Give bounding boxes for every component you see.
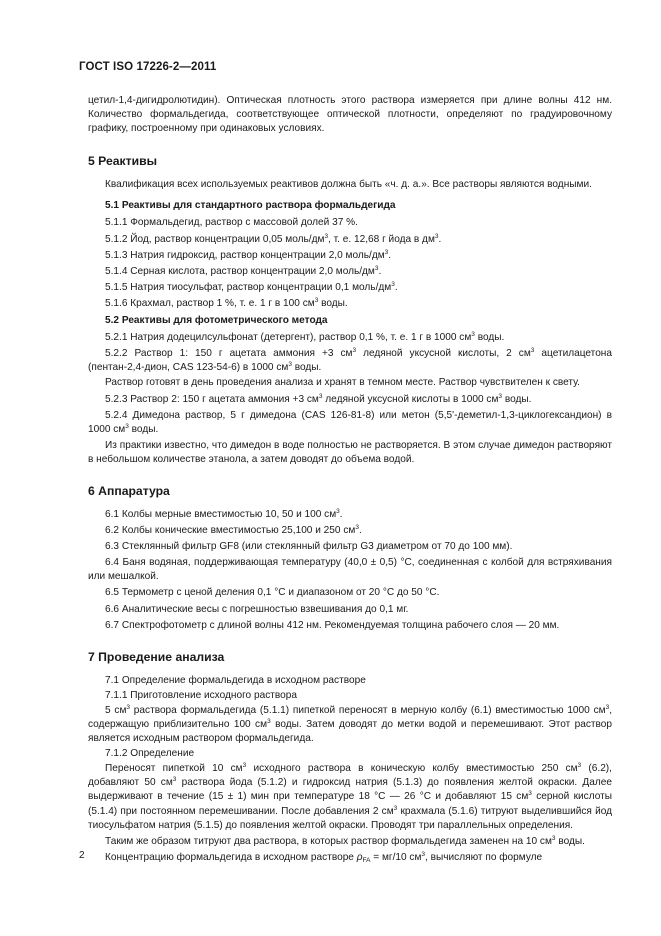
cube-superscript: 3	[393, 804, 398, 812]
item-5-1-6-text: 5.1.6 Крахмал, раствор 1 %, т. е. 1 г в 100 см	[105, 297, 315, 309]
cube-superscript: 3	[421, 850, 426, 858]
item-5-2-2-text-2: ледяной уксусной кислоты, 2 см	[356, 348, 531, 360]
item-6-7: 6.7 Спектрофотометр с длиной волны 412 нм. Рекомендуемая толщина рабочего слоя — 20 мм.	[105, 619, 560, 631]
section-6-heading: 6 Аппаратура	[88, 483, 170, 498]
item-5-2-2-text: 5.2.2 Раствор 1: 150 г ацетата аммония +3 см	[105, 348, 353, 360]
rho-symbol: ρ	[356, 851, 363, 863]
item-5-2-1-end: воды.	[474, 332, 505, 344]
item-5-1-5-text: 5.1.5 Натрия тиосульфат, раствор концентрации 0,1 моль/дм	[105, 281, 392, 293]
item-6-5: 6.5 Термометр с ценой деления 0,1 °С и диапазоном от 20 °С до 50 °С.	[105, 587, 440, 599]
dimedone-note: Из практики известно, что димедон в воде полностью не растворяется. В этом случае димедон растворяют в небольшом количестве этанола, а затем доводят до объема водой.	[88, 439, 612, 465]
cube-superscript: 3	[355, 524, 359, 532]
stock-solution-paragraph	[88, 704, 612, 746]
item-6-1-end: .	[339, 508, 343, 520]
item-5-2-4-end: воды.	[128, 423, 159, 435]
item-5-2-3	[88, 393, 612, 407]
cube-superscript: 3	[384, 248, 389, 256]
blank-text: Таким же образом титруют два раствора, в которых раствор формальдегида заменен на 10 см	[105, 835, 552, 847]
subsection-5-2-title: 5.2 Реактивы для фотометрического метода	[105, 315, 328, 327]
cube-superscript: 3	[528, 790, 532, 798]
cube-superscript: 3	[242, 762, 247, 770]
item-5-2-2-note: Раствор готовят в день проведения анализа и хранят в темном месте. Раствор чувствителен к свету.	[105, 377, 580, 389]
cube-superscript: 3	[336, 507, 340, 515]
item-7-1-1: 7.1.1 Приготовление исходного раствора	[105, 689, 297, 701]
item-5-1-2	[88, 233, 612, 247]
subsection-5-1-title: 5.1 Реактивы для стандартного раствора формальдегида	[105, 200, 396, 212]
conc-text: Концентрацию формальдегида в исходном растворе	[105, 851, 357, 863]
cube-superscript: 3	[374, 264, 379, 272]
cube-superscript: 3	[314, 296, 319, 304]
cube-superscript: 3	[498, 392, 503, 400]
item-6-2-text: 6.2 Колбы конические вместимостью 25,100 и 250 см	[105, 525, 356, 537]
cube-superscript: 3	[530, 347, 535, 355]
det-text-3: (6.2), добавляют 50 см	[88, 763, 612, 789]
det-text-6: крахмала (5.1.6) титруют выделившийся йод тиосульфатом натрия (5.1.5) до появления желтой окраски. Проводят три параллельных определения.	[88, 805, 612, 831]
determination-paragraph	[88, 762, 612, 832]
item-5-2-1-text: 5.2.1 Натрия додецилсульфонат (детергент), раствор 0,1 %, т. е. 1 г в 1000 см	[105, 332, 472, 344]
cube-superscript: 3	[352, 347, 357, 355]
item-6-1-text: 6.1 Колбы мерные вместимостью 10, 50 и 100 см	[105, 508, 337, 520]
item-5-1-3-text: 5.1.3 Натрия гидроксид, раствор концентрации 2,0 моль/дм	[105, 249, 385, 261]
item-5-2-2-end: воды.	[291, 362, 322, 374]
intro-paragraph: цетил-1,4-дигидролютидин). Оптическая плотность этого раствора измеряется при длине волны 412 нм. Количество формальдегида, соответствующее оптической плотности, определяют по градуировочному графику, построенному при одинаковых условиях.	[88, 95, 612, 135]
conc-text-3: , вычисляют по формуле	[425, 851, 543, 863]
item-6-4: 6.4 Баня водяная, поддерживающая температуру (40,0 ± 0,5) °С, соединенная с колбой для встряхивания или мешалкой.	[88, 557, 612, 583]
item-6-2	[88, 524, 612, 538]
item-5-2-3-text-2: ледяной уксусной кислоты в 1000 см	[322, 393, 499, 405]
page-number: 2	[79, 850, 85, 861]
item-7-1-2: 7.1.2 Определение	[105, 748, 195, 760]
item-6-2-end: .	[358, 525, 362, 537]
page-body	[88, 94, 612, 865]
stock-text-4: воды. Затем доводят до метки водой и перемешивают. Этот раствор является исходным раствором формальдегида.	[88, 719, 612, 745]
cube-superscript: 3	[125, 422, 129, 430]
cube-superscript: 3	[605, 703, 610, 711]
item-5-2-2-text-3: ацетилацетона (пентан-2,4-дион, CAS 123-54-6) в 1000 см	[88, 348, 612, 374]
cube-superscript: 3	[434, 232, 439, 240]
item-5-1-2-end: .	[438, 233, 442, 245]
stock-text-2: раствора формальдегида (5.1.1) пипеткой переносят в мерную колбу (6.1) вместимостью 1000 см	[130, 704, 606, 716]
cube-superscript: 3	[267, 718, 271, 725]
item-5-1-2-text: 5.1.2 Йод, раствор концентрации 0,05 моль/дм	[105, 233, 325, 245]
det-text-5: серной кислоты (5.1.4) при постоянном перемешивании. После добавления 2 см	[88, 791, 612, 817]
item-6-1	[88, 508, 612, 522]
concentration-paragraph	[88, 851, 612, 865]
item-5-1-3	[88, 249, 612, 263]
det-text: Переносят пипеткой 10 см	[105, 763, 243, 775]
cube-superscript: 3	[172, 776, 177, 784]
det-text-4: раствора йода (5.1.2) и гидроксид натрия (5.1.3) до появления желтой окраски. Далее выдерживают в течение (15 ± 1) мин при температуре 18 °С — 26 °С и добавляют 15 см	[88, 777, 613, 803]
item-5-1-3-end: .	[388, 249, 392, 261]
section-7-heading: 7 Проведение анализа	[88, 649, 225, 664]
stock-text-3: , содержащую приблизительно 100 см	[88, 704, 612, 730]
reagent-qualification: Квалификация всех используемых реактивов должна быть «ч. д. а.». Все растворы являются водными.	[105, 179, 592, 191]
item-5-1-2-text-2: , т. е. 12,68 г йода в дм	[328, 233, 435, 245]
item-5-1-6-end: воды.	[318, 297, 348, 309]
cube-superscript: 3	[471, 331, 475, 339]
item-5-2-4	[88, 409, 612, 437]
cube-superscript: 3	[324, 232, 329, 240]
cube-superscript: 3	[551, 834, 556, 842]
item-5-2-3-text: 5.2.3 Раствор 2: 150 г ацетата аммония +3 см	[105, 393, 319, 405]
det-text-2: исходного раствора в коническую колбу вместимостью 250 см	[246, 763, 578, 775]
running-header: ГОСТ ISO 17226-2—2011	[79, 61, 217, 73]
cube-superscript: 3	[288, 361, 292, 369]
item-6-6: 6.6 Аналитические весы с погрешностью взвешивания до 0,1 мг.	[105, 603, 409, 615]
item-5-1-4-end: .	[378, 265, 382, 277]
cube-superscript: 3	[391, 280, 395, 288]
item-6-3: 6.3 Стеклянный фильтр GF8 (или стеклянный фильтр G3 диаметром от 70 до 100 мм).	[105, 541, 513, 553]
section-5-heading: 5 Реактивы	[88, 154, 158, 169]
item-5-1-4	[88, 265, 612, 279]
item-5-1-5-end: .	[394, 281, 398, 293]
item-5-1-4-text: 5.1.4 Серная кислота, раствор концентрации 2,0 моль/дм	[105, 265, 375, 277]
stock-text: 5 см	[105, 704, 127, 716]
item-7-1: 7.1 Определение формальдегида в исходном растворе	[105, 674, 366, 686]
cube-superscript: 3	[126, 703, 131, 711]
item-5-2-2	[88, 347, 612, 375]
item-5-2-4-text: 5.2.4 Димедона раствор, 5 г димедона (CAS 126-81-8) или метон (5,5'-деметил-1,3-циклогександион) в 1000 см	[88, 409, 612, 435]
fa-subscript: FA	[362, 856, 371, 864]
item-5-1-1: 5.1.1 Формальдегид, раствор с массовой долей 37 %.	[105, 217, 358, 229]
item-5-2-1	[88, 331, 612, 345]
item-5-1-6	[88, 297, 612, 311]
blank-text-2: воды.	[555, 835, 585, 847]
blank-titration-paragraph	[88, 835, 612, 849]
item-5-2-3-end: воды.	[502, 393, 532, 405]
cube-superscript: 3	[577, 762, 582, 770]
conc-text-2: = мг/10 см	[370, 851, 422, 863]
item-5-1-5	[88, 281, 612, 295]
cube-superscript: 3	[318, 392, 323, 400]
